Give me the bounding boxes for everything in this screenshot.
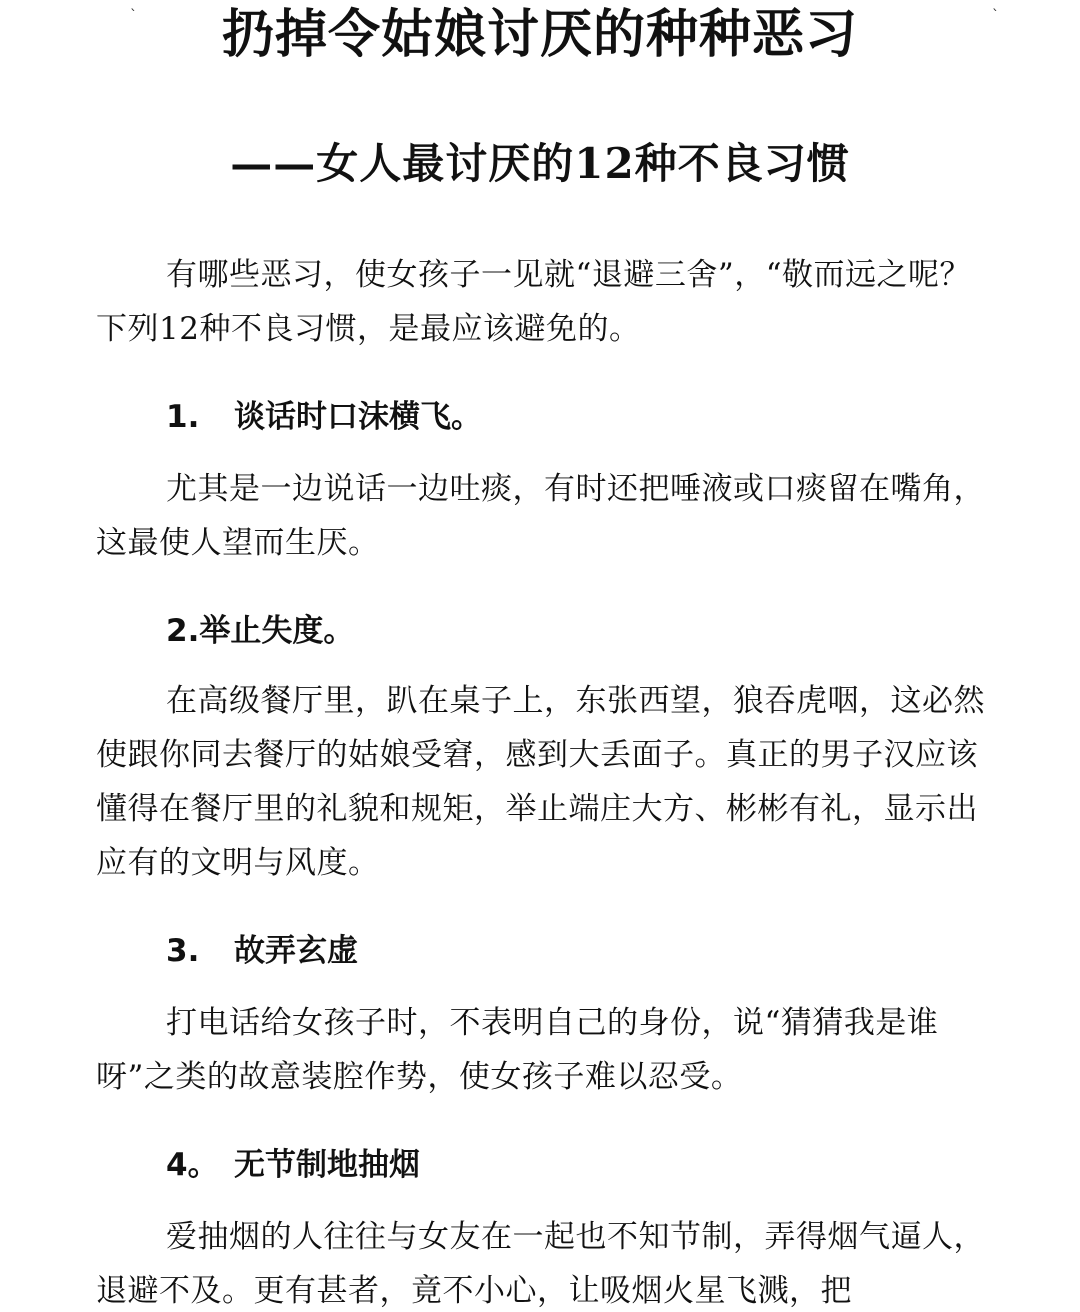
scan-speck: ˋ [992,8,999,24]
section-heading-3 [166,924,986,978]
section-number: 4。 [166,1147,219,1183]
section-heading-2 [166,604,986,658]
page-subtitle: ——女人最讨厌的12种不良习惯 [230,139,850,188]
section-title: 无节制地抽烟 [234,1147,420,1183]
section-number: 2. [166,613,200,649]
section-body-1: 尤其是一边说话一边吐痰，有时还把唾液或口痰留在嘴角，这最使人望而生厌。 [96,471,985,561]
section-body-3: 打电话给女孩子时，不表明自己的身份，说“猜猜我是谁呀”之类的故意装腔作势，使女孩子难以忍受。 [96,1005,939,1095]
section-title: 故弄玄虚 [234,933,358,969]
page-title: 扔掉令姑娘讨厌的种种恶习 [221,5,858,65]
section-body-2: 在高级餐厅里，趴在桌子上，东张西望，狼吞虎咽，这必然使跟你同去餐厅的姑娘受窘，感到大丢面子。真正的男子汉应该懂得在餐厅里的礼貌和规矩，举止端庄大方、彬彬有礼，显示出应有的文明与风度。 [96,683,985,881]
section-heading-4 [166,1138,986,1192]
scan-speck: ˋ [130,8,137,24]
section-title: 举止失度。 [199,613,355,649]
section-number: 1. [166,399,200,435]
section-title: 谈话时口沫横飞。 [234,399,482,435]
intro-paragraph: 有哪些恶习，使女孩子一见就“退避三舍”，“敬而远之呢？下列12种不良习惯，是最应该避免的。 [96,257,972,347]
section-heading-1 [166,390,986,444]
section-number: 3. [166,933,200,969]
section-body-4: 爱抽烟的人往往与女友在一起也不知节制，弄得烟气逼人，退避不及。更有甚者，竟不小心，让吸烟火星飞溅，把 [96,1219,985,1309]
